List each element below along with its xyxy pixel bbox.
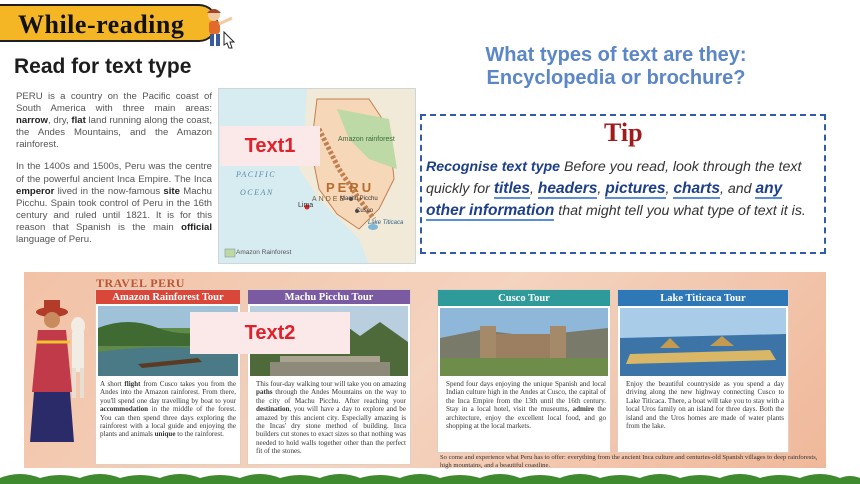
- tour-header-cusco: Cusco Tour: [438, 290, 610, 306]
- text2-label: Text2: [190, 312, 350, 354]
- tour-description-lake-titicaca: Enjoy the beautiful countryside as you spend a day driving along the new highway connecting Cusco to Lake Titicaca. There, a boat will take you to stay with a local Uros family on an island for three days. Both the island and the Uros homes are made of water plants from the lake.: [626, 380, 784, 431]
- page-subtitle: Read for text type: [14, 55, 192, 78]
- brochure-footer: So come and experience what Peru has to offer: everything from the ancient Inca culture and centuries-old Spanish villages to deep rainforests, high mountains, and a beautiful coastline.: [440, 454, 818, 469]
- tip-title: Tip: [604, 118, 643, 147]
- tour-description-cusco: Spend four days enjoying the unique Spanish and local Indian culture high in the Andes at Cusco, the capital of the Inca Empire from the 13th until the 16th century. Stay in a local hotel, visit the museums, admire the architecture, enjoy the excellent local food, and go shopping at the local markets.: [446, 380, 606, 431]
- tour-header-lake-titicaca: Lake Titicaca Tour: [618, 290, 788, 306]
- map-label-lima: Lima: [298, 202, 314, 209]
- peruvian-woman-with-llama-icon: [30, 282, 90, 452]
- pointing-boy-icon: [200, 6, 238, 50]
- tour-header-amazon: Amazon Rainforest Tour: [96, 290, 240, 304]
- section-banner-title: While-reading: [18, 10, 185, 39]
- tour-description-amazon: A short flight from Cusco takes you from the Andes into the Amazon rainforest. From there, you'll spend one day travelling by boat to your accommodation in the middle of the forest. You can then spend three days exploring the rainforest with a local guide and enjoying the plants and animals unique to the rainforest.: [100, 380, 237, 439]
- map-label-cusco: Cusco: [356, 208, 374, 214]
- lake-titicaca-photo: [620, 308, 786, 376]
- map-label-pacific: PACIFIC: [236, 170, 277, 179]
- passage-paragraph-1: PERU is a country on the Pacific coast of South America with three main areas: narrow, dry, flat land running along the coast, the Andes Mountains, and the Amazon rainforest.: [16, 91, 212, 151]
- tour-description-machu-picchu: This four-day walking tour will take you on amazing paths through the Andes Mountains on the way to the city of Machu Picchu. After reaching your destination, you will have a day to explore and be amazed by this ancient city. Especially amazing is the Incas' dry stone method of building. Inca builders cut stones to exact sizes so that nothing was needed to hold walls together other than the perfect fit of the stones.: [256, 380, 406, 456]
- grass-border-decoration: [0, 470, 860, 484]
- map-label-ocean: OCEAN: [240, 188, 274, 197]
- brochure-title: TRAVEL PERU: [96, 276, 185, 290]
- cusco-cathedral-photo: [440, 308, 608, 376]
- map-label-andes: ANDES: [312, 196, 347, 203]
- passage-paragraph-2: In the 1400s and 1500s, Peru was the centre of the powerful ancient Inca Empire. The Inca emperor lived in the now-famous site Machu Picchu. Spain took control of Peru in the 16th century and ruled until 1821. It is for this reason that Spanish is the main official language of Peru.: [16, 161, 212, 246]
- question-heading: What types of text are they: Encyclopedia or brochure?: [485, 44, 747, 89]
- map-legend: Amazon Rainforest: [236, 249, 292, 256]
- map-label-peru: PERU: [326, 180, 375, 195]
- map-label-amazon: Amazon rainforest: [338, 136, 395, 143]
- tour-header-machu-picchu: Machu Picchu Tour: [248, 290, 410, 304]
- tip-body: Recognise text type Before you read, look through the text quickly for titles, headers, pictures, charts, and any other information that might tell you what type of text it is.: [426, 159, 806, 219]
- map-label-lake-titicaca: Lake Titicaca: [368, 220, 404, 226]
- encyclopedia-passage: [16, 91, 212, 256]
- map-label-machu-picchu: Machu Picchu: [340, 196, 378, 202]
- text1-label: Text1: [220, 126, 320, 166]
